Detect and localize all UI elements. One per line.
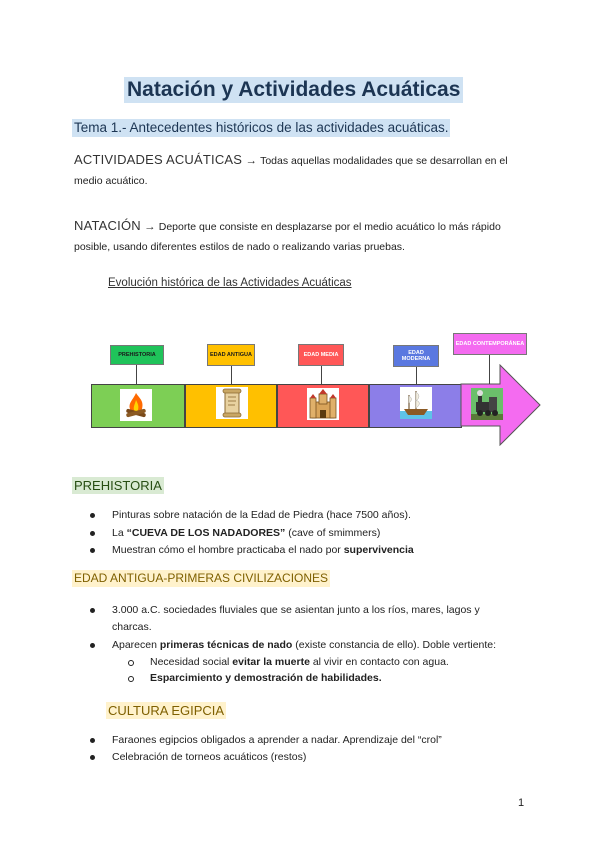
list-item-text: Muestran cómo el hombre practicaba el nado por supervivencia <box>112 544 414 556</box>
definition-term: NATACIÓN <box>74 218 141 233</box>
castle-icon <box>307 388 339 420</box>
definition-text: Deporte que consiste en desplazarse por el medio acuático lo más rápido <box>158 221 501 233</box>
list-item-text: 3.000 a.C. sociedades fluviales que se asientan junto a los ríos, mares, lagos y <box>112 604 480 616</box>
timeline-label-moderna: EDAD MODERNA <box>393 345 439 367</box>
timeline-label-prehistoria: PREHISTORIA <box>110 345 164 365</box>
list-item-text: Esparcimiento y demostración de habilidades. <box>150 672 382 684</box>
section-heading-cultura-egipcia: CULTURA EGIPCIA <box>108 703 225 718</box>
bullet-icon <box>90 513 95 518</box>
list-item-text: charcas. <box>112 621 152 633</box>
timeline-stem <box>321 366 322 384</box>
definition-text-cont: posible, usando diferentes estilos de nado o realizando varias pruebas. <box>74 241 405 253</box>
definition-natacion <box>74 216 534 257</box>
list-item-text: Necesidad social evitar la muerte al vivir en contacto con agua. <box>150 656 449 668</box>
campfire-icon <box>120 389 152 421</box>
list-item-text: Faraones egipcios obligados a aprender a nadar. Aprendizaje del “crol” <box>112 734 442 746</box>
timeline-stem <box>231 366 232 384</box>
timeline-label-contemporanea: EDAD CONTEMPORÁNEA <box>453 333 527 355</box>
definition-actividades-acuaticas <box>74 150 534 191</box>
definition-text: Todas aquellas modalidades que se desarrollan en el <box>260 155 508 167</box>
timeline-stem <box>416 367 417 384</box>
section-heading-prehistoria: PREHISTORIA <box>74 478 162 493</box>
timeline-label-antigua: EDAD ANTIGUA <box>207 344 255 366</box>
sub-bullet-icon <box>128 660 134 666</box>
bullet-icon <box>90 531 95 536</box>
bullet-icon <box>90 643 95 648</box>
page-title: Natación y Actividades Acuáticas <box>124 77 463 103</box>
list-item-text: La “CUEVA DE LOS NADADORES” (cave of smimmers) <box>112 527 381 539</box>
bullet-icon <box>90 755 95 760</box>
scroll-icon <box>216 387 248 419</box>
train-icon <box>471 388 503 420</box>
definition-text-cont: medio acuático. <box>74 175 148 187</box>
list-item-text: Pinturas sobre natación de la Edad de Piedra (hace 7500 años). <box>112 509 411 521</box>
timeline-label-media: EDAD MEDIA <box>298 344 344 366</box>
timeline-stem <box>136 365 137 384</box>
bullet-icon <box>90 548 95 553</box>
section-heading-edad-antigua: EDAD ANTIGUA-PRIMERAS CIVILIZACIONES <box>74 571 329 585</box>
arrow-icon: → <box>144 221 156 233</box>
ship-icon <box>400 387 432 419</box>
list-item-text: Celebración de torneos acuáticos (restos) <box>112 751 307 763</box>
timeline-stem <box>489 355 490 384</box>
bullet-icon <box>90 738 95 743</box>
sub-bullet-icon <box>128 676 134 682</box>
timeline-subtitle: Evolución histórica de las Actividades Acuáticas <box>108 277 352 289</box>
page-number: 1 <box>518 797 525 809</box>
arrow-icon: → <box>245 155 257 167</box>
topic-heading: Tema 1.- Antecedentes históricos de las actividades acuáticas. <box>74 120 449 135</box>
list-item-text: Aparecen primeras técnicas de nado (existe constancia de ello). Doble vertiente: <box>112 639 497 651</box>
definition-term: ACTIVIDADES ACUÁTICAS <box>74 152 243 167</box>
bullet-icon <box>90 608 95 613</box>
